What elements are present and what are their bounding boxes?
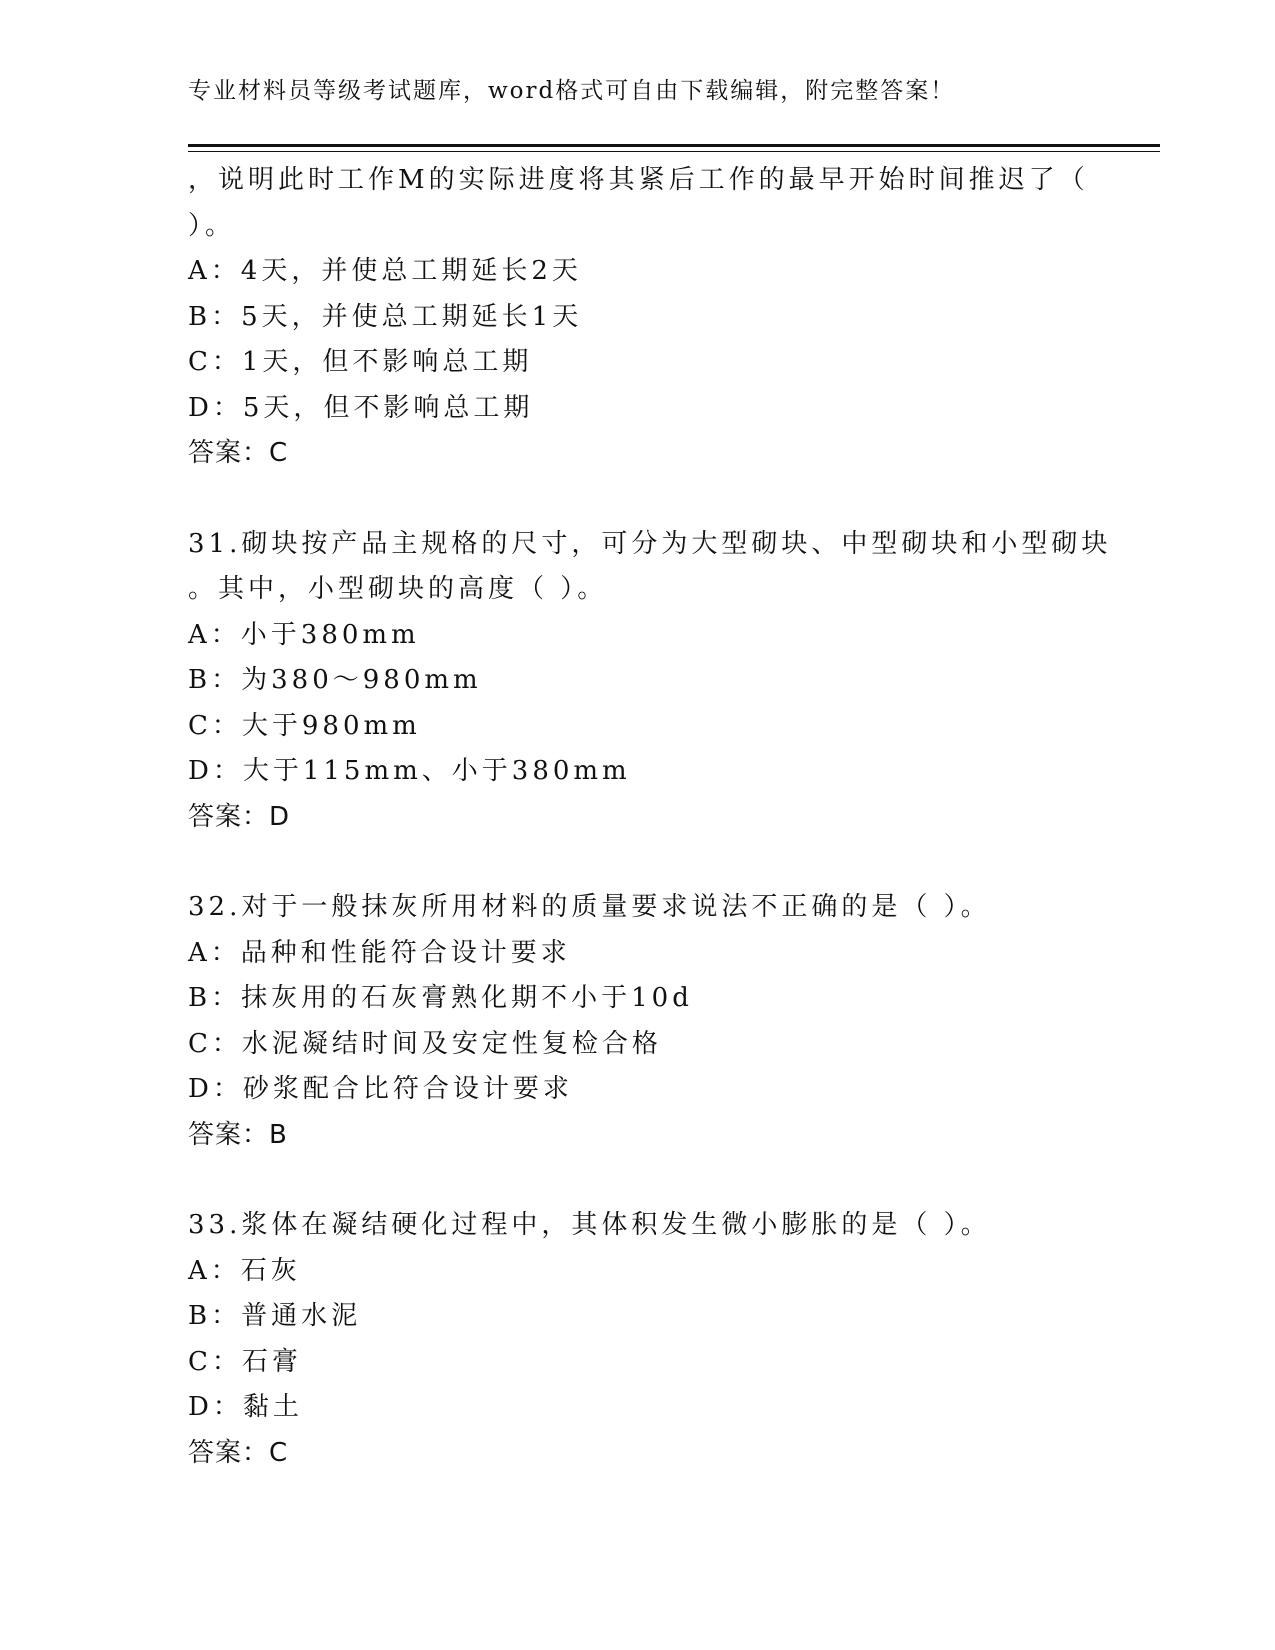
option-d: D：黏土 — [188, 1392, 303, 1422]
spacer — [188, 1158, 1148, 1203]
question-stem-line: 31.砌块按产品主规格的尺寸，可分为大型砌块、中型砌块和小型砌块 — [188, 528, 1112, 559]
answer-line: 答案：D — [188, 801, 291, 832]
page-header: 专业材料员等级考试题库，word格式可自由下载编辑，附完整答案！ — [188, 78, 956, 104]
option-b: B：5天，并使总工期延长1天 — [188, 301, 583, 332]
question-stem-line: 。其中，小型砌块的高度（ ）。 — [188, 574, 608, 604]
answer-line: 答案：C — [188, 1437, 289, 1468]
question-stem-line: ，说明此时工作M的实际进度将其紧后工作的最早开始时间推迟了（ — [188, 165, 1089, 195]
option-c: C：石膏 — [188, 1346, 302, 1377]
option-d: D：砂浆配合比符合设计要求 — [188, 1074, 573, 1104]
option-a: A：品种和性能符合设计要求 — [188, 937, 571, 968]
question-32 — [188, 885, 1148, 1158]
question-list — [188, 158, 1148, 1476]
header-rule-thin — [188, 151, 1160, 152]
answer-line: 答案：B — [188, 1119, 288, 1150]
option-b: B：为380～980mm — [188, 665, 482, 695]
option-b: B：普通水泥 — [188, 1301, 362, 1331]
spacer — [188, 840, 1148, 885]
option-d: D：5天，但不影响总工期 — [188, 392, 534, 423]
question-stem-line: 32.对于一般抹灰所用材料的质量要求说法不正确的是（ ）。 — [188, 892, 991, 922]
option-a: A：4天，并使总工期延长2天 — [188, 256, 582, 286]
question-31 — [188, 522, 1148, 841]
option-b: B：抹灰用的石灰膏熟化期不小于10d — [188, 983, 693, 1013]
option-c: C：水泥凝结时间及安定性复检合格 — [188, 1028, 662, 1059]
spacer — [188, 477, 1148, 522]
header-rule-thick — [188, 144, 1160, 147]
option-c: C：1天，但不影响总工期 — [188, 347, 533, 377]
question-30-continued — [188, 158, 1148, 477]
answer-line: 答案：C — [188, 438, 289, 468]
question-stem-line: ）。 — [188, 210, 236, 241]
option-c: C：大于980mm — [188, 710, 421, 741]
question-33 — [188, 1203, 1148, 1476]
question-stem-line: 33.浆体在凝结硬化过程中，其体积发生微小膨胀的是（ ）。 — [188, 1210, 991, 1240]
option-a: A：小于380mm — [188, 619, 420, 650]
option-a: A：石灰 — [188, 1255, 301, 1286]
option-d: D：大于115mm、小于380mm — [188, 756, 631, 786]
